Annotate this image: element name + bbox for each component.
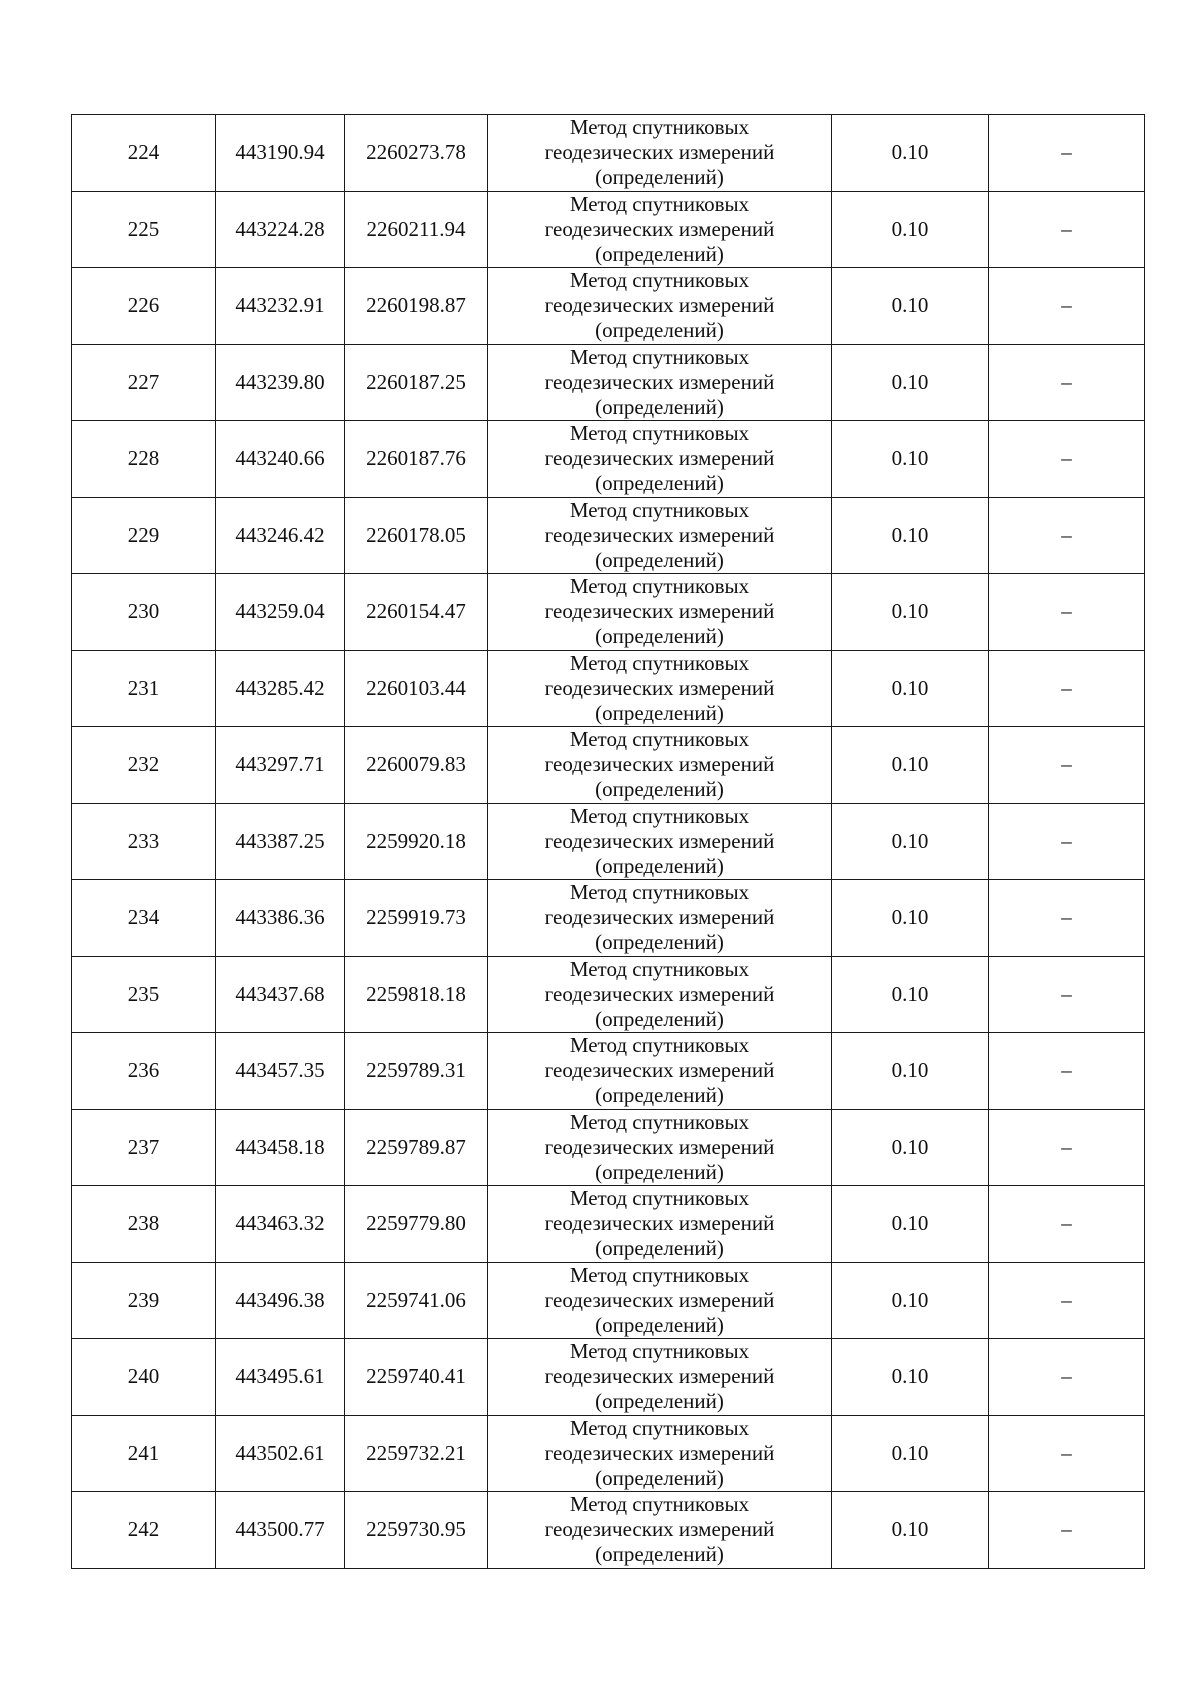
method-line: Метод спутниковых [569, 1033, 750, 1058]
method-line: (определений) [595, 165, 724, 190]
accuracy-cell: 0.10 [832, 344, 989, 421]
y-coordinate-cell: 2259730.95 [345, 1492, 488, 1569]
accuracy-cell: 0.10 [832, 956, 989, 1033]
point-number-cell: 241 [72, 1415, 216, 1492]
method-cell [488, 115, 832, 192]
point-number-cell: 242 [72, 1492, 216, 1569]
accuracy-cell: 0.10 [832, 1492, 989, 1569]
method-line: геодезических измерений [544, 1287, 775, 1312]
method-line: Метод спутниковых [569, 421, 750, 446]
accuracy-cell: 0.10 [832, 497, 989, 574]
method-line: геодезических измерений [544, 293, 775, 318]
point-number-cell: 232 [72, 727, 216, 804]
y-coordinate-cell: 2259732.21 [345, 1415, 488, 1492]
accuracy-cell: 0.10 [832, 1415, 989, 1492]
method-line: геодезических измерений [544, 1058, 775, 1083]
method-line: Метод спутниковых [569, 1109, 750, 1134]
note-cell: – [989, 574, 1145, 651]
method-line: геодезических измерений [544, 446, 775, 471]
method-line: (определений) [595, 930, 724, 955]
method-line: (определений) [595, 1389, 724, 1414]
method-cell [488, 880, 832, 957]
method-line: (определений) [595, 777, 724, 802]
method-line: геодезических измерений [544, 1134, 775, 1159]
accuracy-cell: 0.10 [832, 1186, 989, 1263]
point-number-cell: 231 [72, 650, 216, 727]
method-line: геодезических измерений [544, 369, 775, 394]
method-line: Метод спутниковых [569, 1492, 750, 1517]
accuracy-cell: 0.10 [832, 1262, 989, 1339]
table-row [72, 115, 1145, 192]
method-line: Метод спутниковых [569, 497, 750, 522]
y-coordinate-cell: 2259779.80 [345, 1186, 488, 1263]
method-cell [488, 574, 832, 651]
table-row [72, 880, 1145, 957]
x-coordinate-cell: 443297.71 [216, 727, 345, 804]
x-coordinate-cell: 443500.77 [216, 1492, 345, 1569]
method-line: геодезических измерений [544, 599, 775, 624]
method-cell [488, 191, 832, 268]
method-line: геодезических измерений [544, 1364, 775, 1389]
method-cell [488, 650, 832, 727]
accuracy-cell: 0.10 [832, 650, 989, 727]
table-row [72, 1186, 1145, 1263]
method-line: (определений) [595, 1083, 724, 1108]
accuracy-cell: 0.10 [832, 115, 989, 192]
point-number-cell: 229 [72, 497, 216, 574]
method-line: (определений) [595, 394, 724, 419]
note-cell: – [989, 650, 1145, 727]
note-cell: – [989, 1339, 1145, 1416]
method-line: Метод спутниковых [569, 956, 750, 981]
table-row [72, 497, 1145, 574]
method-line: геодезических измерений [544, 1440, 775, 1465]
method-cell [488, 268, 832, 345]
method-cell [488, 421, 832, 498]
table-row [72, 1262, 1145, 1339]
accuracy-cell: 0.10 [832, 421, 989, 498]
x-coordinate-cell: 443386.36 [216, 880, 345, 957]
method-cell [488, 497, 832, 574]
method-line: геодезических измерений [544, 1517, 775, 1542]
note-cell: – [989, 268, 1145, 345]
method-line: Метод спутниковых [569, 344, 750, 369]
method-cell [488, 727, 832, 804]
method-cell [488, 1492, 832, 1569]
method-line: Метод спутниковых [569, 650, 750, 675]
x-coordinate-cell: 443285.42 [216, 650, 345, 727]
accuracy-cell: 0.10 [832, 880, 989, 957]
note-cell: – [989, 880, 1145, 957]
accuracy-cell: 0.10 [832, 1033, 989, 1110]
table-row [72, 574, 1145, 651]
method-line: (определений) [595, 853, 724, 878]
x-coordinate-cell: 443190.94 [216, 115, 345, 192]
method-line: Метод спутниковых [569, 574, 750, 599]
y-coordinate-cell: 2260178.05 [345, 497, 488, 574]
accuracy-cell: 0.10 [832, 191, 989, 268]
method-line: Метод спутниковых [569, 191, 750, 216]
y-coordinate-cell: 2259789.87 [345, 1109, 488, 1186]
y-coordinate-cell: 2260079.83 [345, 727, 488, 804]
method-cell [488, 956, 832, 1033]
method-line: Метод спутниковых [569, 268, 750, 293]
x-coordinate-cell: 443463.32 [216, 1186, 345, 1263]
table-row [72, 956, 1145, 1033]
method-line: Метод спутниковых [569, 1415, 750, 1440]
point-number-cell: 228 [72, 421, 216, 498]
note-cell: – [989, 497, 1145, 574]
note-cell: – [989, 115, 1145, 192]
y-coordinate-cell: 2259741.06 [345, 1262, 488, 1339]
point-number-cell: 234 [72, 880, 216, 957]
method-line: Метод спутниковых [569, 803, 750, 828]
y-coordinate-cell: 2259919.73 [345, 880, 488, 957]
coordinates-table [71, 114, 1145, 1569]
method-cell [488, 344, 832, 421]
method-line: Метод спутниковых [569, 880, 750, 905]
method-line: геодезических измерений [544, 981, 775, 1006]
y-coordinate-cell: 2260211.94 [345, 191, 488, 268]
method-line: геодезических измерений [544, 905, 775, 930]
note-cell: – [989, 727, 1145, 804]
method-line: (определений) [595, 547, 724, 572]
method-line: (определений) [595, 241, 724, 266]
method-line: (определений) [595, 1542, 724, 1567]
table-row [72, 1492, 1145, 1569]
point-number-cell: 233 [72, 803, 216, 880]
point-number-cell: 238 [72, 1186, 216, 1263]
method-line: (определений) [595, 1236, 724, 1261]
y-coordinate-cell: 2260273.78 [345, 115, 488, 192]
method-line: геодезических измерений [544, 752, 775, 777]
method-line: (определений) [595, 1006, 724, 1031]
method-line: (определений) [595, 700, 724, 725]
method-line: (определений) [595, 471, 724, 496]
x-coordinate-cell: 443246.42 [216, 497, 345, 574]
method-line: геодезических измерений [544, 828, 775, 853]
method-cell [488, 1033, 832, 1110]
note-cell: – [989, 344, 1145, 421]
method-line: Метод спутниковых [569, 1186, 750, 1211]
x-coordinate-cell: 443496.38 [216, 1262, 345, 1339]
method-line: Метод спутниковых [569, 727, 750, 752]
method-cell [488, 1339, 832, 1416]
point-number-cell: 239 [72, 1262, 216, 1339]
y-coordinate-cell: 2259789.31 [345, 1033, 488, 1110]
method-line: (определений) [595, 624, 724, 649]
method-line: (определений) [595, 1465, 724, 1490]
accuracy-cell: 0.10 [832, 803, 989, 880]
y-coordinate-cell: 2259818.18 [345, 956, 488, 1033]
table-row [72, 191, 1145, 268]
note-cell: – [989, 421, 1145, 498]
coordinates-table-body [72, 115, 1145, 1569]
point-number-cell: 227 [72, 344, 216, 421]
x-coordinate-cell: 443502.61 [216, 1415, 345, 1492]
y-coordinate-cell: 2260103.44 [345, 650, 488, 727]
method-line: геодезических измерений [544, 522, 775, 547]
y-coordinate-cell: 2260187.25 [345, 344, 488, 421]
x-coordinate-cell: 443239.80 [216, 344, 345, 421]
note-cell: – [989, 191, 1145, 268]
note-cell: – [989, 1492, 1145, 1569]
y-coordinate-cell: 2259920.18 [345, 803, 488, 880]
point-number-cell: 225 [72, 191, 216, 268]
method-line: Метод спутниковых [569, 1339, 750, 1364]
method-line: (определений) [595, 1312, 724, 1337]
accuracy-cell: 0.10 [832, 727, 989, 804]
method-line: Метод спутниковых [569, 115, 750, 140]
method-cell [488, 1415, 832, 1492]
note-cell: – [989, 1109, 1145, 1186]
table-row [72, 803, 1145, 880]
method-line: геодезических измерений [544, 140, 775, 165]
note-cell: – [989, 803, 1145, 880]
x-coordinate-cell: 443457.35 [216, 1033, 345, 1110]
y-coordinate-cell: 2260154.47 [345, 574, 488, 651]
accuracy-cell: 0.10 [832, 268, 989, 345]
method-line: геодезических измерений [544, 675, 775, 700]
table-row [72, 1415, 1145, 1492]
y-coordinate-cell: 2260187.76 [345, 421, 488, 498]
point-number-cell: 224 [72, 115, 216, 192]
table-row [72, 650, 1145, 727]
point-number-cell: 240 [72, 1339, 216, 1416]
y-coordinate-cell: 2259740.41 [345, 1339, 488, 1416]
method-cell [488, 1186, 832, 1263]
method-cell [488, 1109, 832, 1186]
method-line: геодезических измерений [544, 216, 775, 241]
note-cell: – [989, 1415, 1145, 1492]
point-number-cell: 235 [72, 956, 216, 1033]
point-number-cell: 237 [72, 1109, 216, 1186]
method-line: Метод спутниковых [569, 1262, 750, 1287]
accuracy-cell: 0.10 [832, 1339, 989, 1416]
table-row [72, 268, 1145, 345]
note-cell: – [989, 1033, 1145, 1110]
table-row [72, 1109, 1145, 1186]
table-row [72, 727, 1145, 804]
method-cell [488, 1262, 832, 1339]
x-coordinate-cell: 443495.61 [216, 1339, 345, 1416]
x-coordinate-cell: 443259.04 [216, 574, 345, 651]
point-number-cell: 230 [72, 574, 216, 651]
method-line: геодезических измерений [544, 1211, 775, 1236]
method-line: (определений) [595, 1159, 724, 1184]
x-coordinate-cell: 443240.66 [216, 421, 345, 498]
note-cell: – [989, 1262, 1145, 1339]
note-cell: – [989, 956, 1145, 1033]
x-coordinate-cell: 443458.18 [216, 1109, 345, 1186]
table-row [72, 421, 1145, 498]
point-number-cell: 236 [72, 1033, 216, 1110]
x-coordinate-cell: 443224.28 [216, 191, 345, 268]
accuracy-cell: 0.10 [832, 574, 989, 651]
table-row [72, 1033, 1145, 1110]
method-cell [488, 803, 832, 880]
x-coordinate-cell: 443387.25 [216, 803, 345, 880]
x-coordinate-cell: 443437.68 [216, 956, 345, 1033]
y-coordinate-cell: 2260198.87 [345, 268, 488, 345]
table-row [72, 1339, 1145, 1416]
x-coordinate-cell: 443232.91 [216, 268, 345, 345]
accuracy-cell: 0.10 [832, 1109, 989, 1186]
note-cell: – [989, 1186, 1145, 1263]
method-line: (определений) [595, 318, 724, 343]
table-row [72, 344, 1145, 421]
point-number-cell: 226 [72, 268, 216, 345]
